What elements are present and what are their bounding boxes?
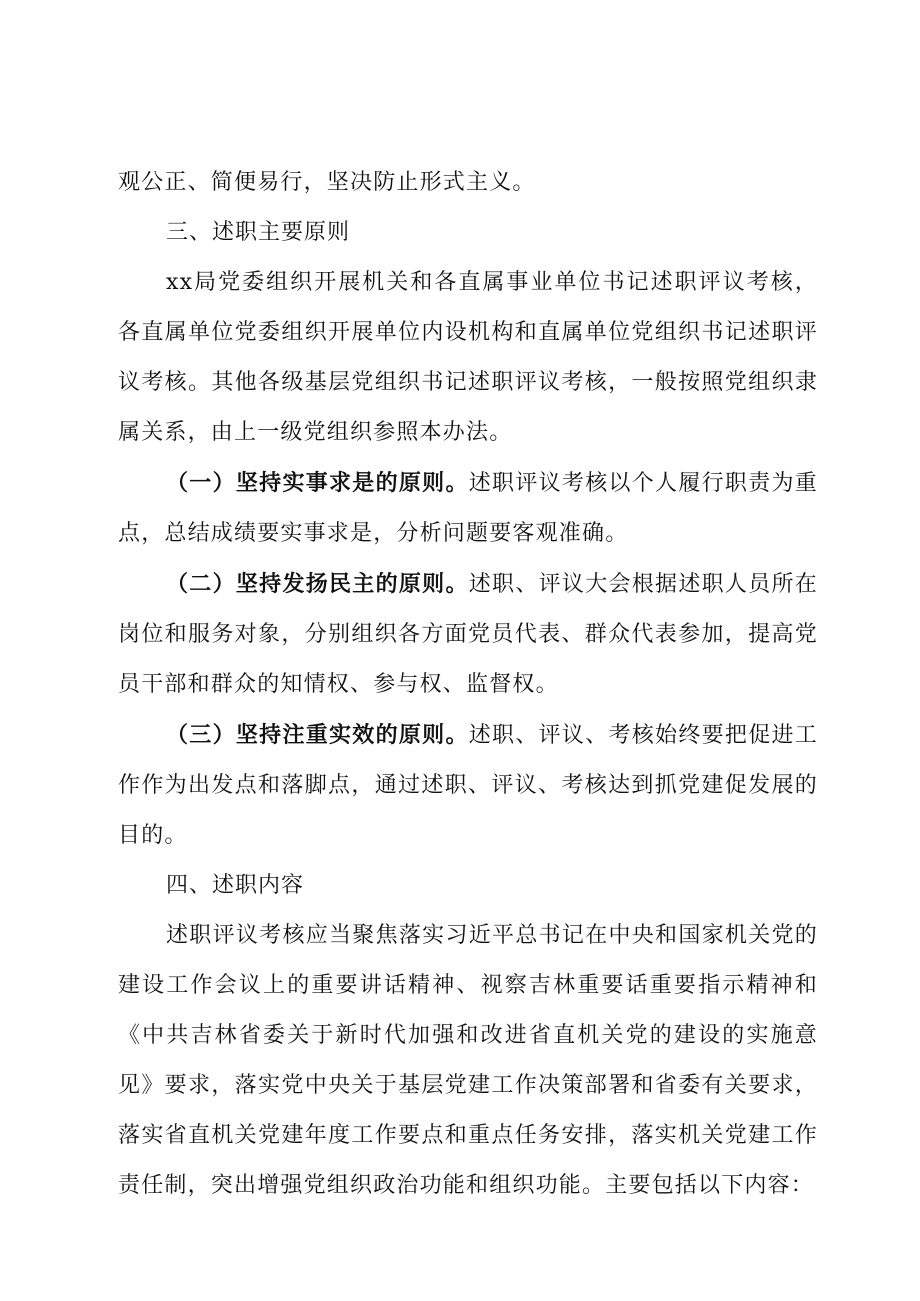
principle-2-paragraph bbox=[118, 559, 818, 710]
principle-3-lead: （三）坚持注重实效的原则。 bbox=[166, 722, 469, 748]
principle-3-text: 述职、评议、考核始终要把促进工作作为出发点和落脚点，通过述职、评议、考核达到抓党建促发展的目的。 bbox=[118, 723, 818, 848]
section-3-body-paragraph: xx局党委组织开展机关和各直属事业单位书记述职评议考核，各直属单位党委组织开展单位内设机构和直属单位党组织书记述职评议考核。其他各级基层党组织书记述职评议考核，一般按照党组织隶属关系，由上一级党组织参照本办法。 bbox=[118, 270, 818, 445]
document-body bbox=[118, 158, 818, 1211]
intro-continuation-paragraph: 观公正、简便易行，坚决防止形式主义。 bbox=[118, 170, 536, 195]
principle-3-paragraph bbox=[118, 710, 818, 861]
principle-1-paragraph bbox=[118, 458, 818, 559]
principle-1-text: 述职评议考核以个人履行职责为重点，总结成绩要实事求是，分析问题要客观准确。 bbox=[118, 471, 818, 546]
principle-1-lead: （一）坚持实事求是的原则。 bbox=[166, 470, 469, 496]
section-3-heading: 三、述职主要原则 bbox=[166, 220, 351, 245]
section-4-body-paragraph: 述职评议考核应当聚焦落实习近平总书记在中央和国家机关党的建设工作会议上的重要讲话精神、视察吉林重要话重要指示精神和《中共吉林省委关于新时代加强和改进省直机关党的建设的实施意见》要求，落实党中央关于基层党建工作决策部署和省委有关要求，落实省直机关党建年度工作要点和重点任务安排，落实机关党建工作责任制，突出增强党组织政治功能和组织功能。主要包括以下内容： bbox=[118, 923, 818, 1198]
section-4-heading: 四、述职内容 bbox=[166, 873, 305, 898]
principle-2-lead: （二）坚持发扬民主的原则。 bbox=[166, 571, 469, 597]
principle-2-text: 述职、评议大会根据述职人员所在岗位和服务对象，分别组织各方面党员代表、群众代表参加，提高党员干部和群众的知情权、参与权、监督权。 bbox=[118, 572, 818, 697]
